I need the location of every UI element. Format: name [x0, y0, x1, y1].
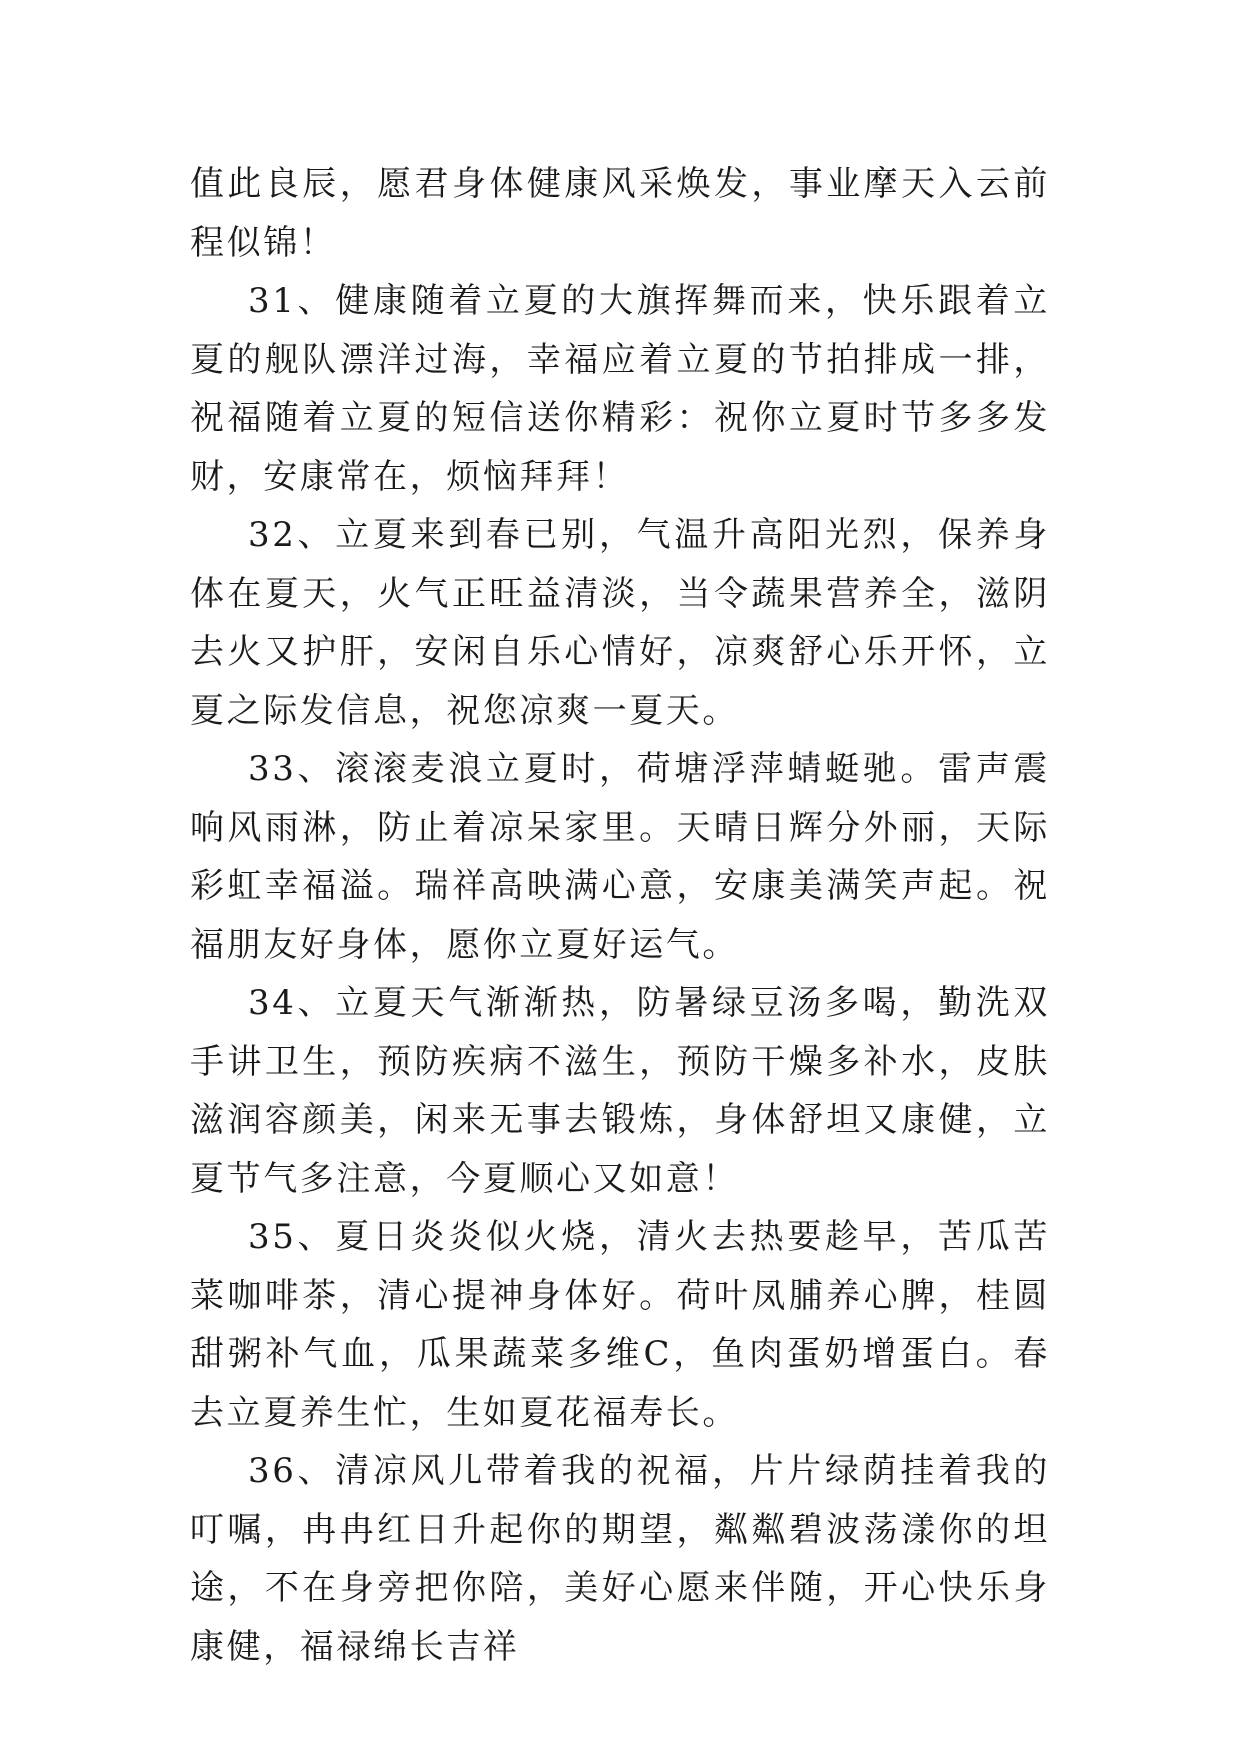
- paragraph-closing-line: 值此良辰，愿君身体健康风采焕发，事业摩天入云前程似锦！: [190, 164, 1050, 263]
- paragraph-32: 32、立夏来到春已别，气温升高阳光烈，保养身体在夏天，火气正旺益清淡，当令蔬果营养全，滋阴去火又护肝，安闲自乐心情好，凉爽舒心乐开怀，立夏之际发信息，祝您凉爽一夏天。: [190, 515, 1050, 731]
- paragraph-34: 34、立夏天气渐渐热，防暑绿豆汤多喝，勤洗双手讲卫生，预防疾病不滋生，预防干燥多补水，皮肤滋润容颜美，闲来无事去锻炼，身体舒坦又康健，立夏节气多注意，今夏顺心又如意！: [190, 983, 1050, 1199]
- paragraph-31: 31、健康随着立夏的大旗挥舞而来，快乐跟着立夏的舰队漂洋过海，幸福应着立夏的节拍排成一排，祝福随着立夏的短信送你精彩：祝你立夏时节多多发财，安康常在，烦恼拜拜！: [190, 281, 1050, 497]
- paragraph-33: 33、滚滚麦浪立夏时，荷塘浮萍蜻蜓驰。雷声震响风雨淋，防止着凉呆家里。天晴日辉分外丽，天际彩虹幸福溢。瑞祥高映满心意，安康美满笑声起。祝福朋友好身体，愿你立夏好运气。: [190, 749, 1050, 965]
- document-body: [190, 155, 1050, 1676]
- paragraph-36: 36、清凉风儿带着我的祝福，片片绿荫挂着我的叮嘱，冉冉红日升起你的期望，粼粼碧波荡漾你的坦途，不在身旁把你陪，美好心愿来伴随，开心快乐身康健，福禄绵长吉祥: [190, 1451, 1050, 1667]
- paragraph-35: 35、夏日炎炎似火烧，清火去热要趁早，苦瓜苦菜咖啡茶，清心提神身体好。荷叶凤脯养心脾，桂圆甜粥补气血，瓜果蔬菜多维C，鱼肉蛋奶增蛋白。春去立夏养生忙，生如夏花福寿长。: [190, 1217, 1050, 1433]
